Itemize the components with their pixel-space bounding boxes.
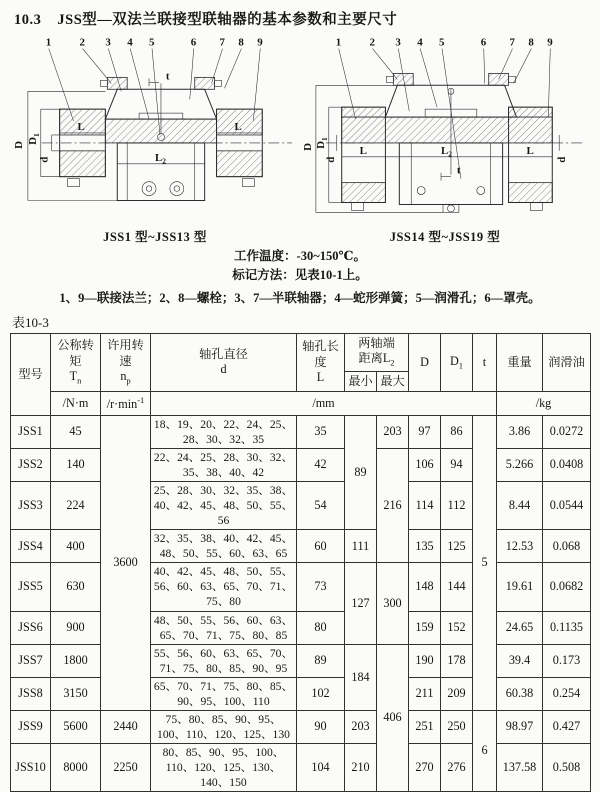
table-row (11, 744, 591, 792)
col-header-speed: 许用转速 $n_p$ (101, 333, 151, 391)
svg-text:d: d (325, 157, 337, 163)
cell-weight: 3.86 (497, 415, 543, 448)
table-row (11, 611, 591, 644)
notes-block (10, 247, 590, 285)
callout-7: 7 (220, 37, 226, 49)
cell-bore-length: 80 (297, 611, 345, 644)
cell-D1: 276 (441, 744, 473, 792)
unit-torque: /N·m (51, 391, 101, 415)
dim-D1 (315, 107, 342, 202)
cell-oil: 0.1135 (543, 611, 591, 644)
table-row (11, 563, 591, 611)
callout-8: 8 (238, 37, 244, 49)
col-header-max: 最大 (377, 371, 409, 391)
sleeve-section (342, 117, 553, 143)
cell-weight: 137.58 (497, 744, 543, 792)
coupling-cross-section-drawing-right (300, 33, 590, 227)
cell-oil: 0.068 (543, 530, 591, 563)
svg-text:d: d (39, 157, 51, 163)
cell-speed: 2440 (101, 710, 151, 743)
cell-torque: 3150 (51, 677, 101, 710)
col-header-bore-length: 轴孔长度 L (297, 333, 345, 391)
cell-D: 148 (409, 563, 441, 611)
cell-weight: 12.53 (497, 530, 543, 563)
cell-D: 190 (409, 644, 441, 677)
cell-torque: 1800 (51, 644, 101, 677)
table-caption: 表10-3 (12, 312, 590, 331)
svg-text:D: D (13, 141, 25, 149)
cell-t: 6 (473, 710, 497, 791)
figure-caption-left: JSS1 型~JSS13 型 (10, 227, 300, 245)
parameters-table (10, 333, 591, 792)
dim-L2 (385, 145, 508, 158)
dim-d (39, 135, 60, 163)
cell-model: JSS4 (11, 530, 51, 563)
col-header-oil: 润滑油 (543, 333, 591, 391)
cell-oil: 0.0408 (543, 448, 591, 481)
table-row (11, 482, 591, 530)
cell-model: JSS3 (11, 482, 51, 530)
section-title-text: JSS型—双法兰联接型联轴器的基本参数和主要尺寸 (57, 12, 397, 28)
cell-bore-diameters: 18、19、20、22、24、25、28、30、32、35 (151, 415, 297, 448)
callout-9: 9 (257, 37, 263, 49)
table-row (11, 530, 591, 563)
svg-text:D1: $D_1$ (315, 137, 329, 149)
callout-5: 5 (149, 37, 155, 49)
cell-torque: 140 (51, 448, 101, 481)
table-row (11, 710, 591, 743)
cell-distance-max: 406 (377, 644, 409, 792)
cell-weight: 98.97 (497, 710, 543, 743)
cell-bore-diameters: 48、50、55、56、60、63、65、70、71、75、80、85 (151, 611, 297, 644)
col-header-model: 型号 (11, 333, 51, 415)
dim-t (149, 70, 170, 86)
figure-caption-right: JSS14 型~JSS19 型 (300, 227, 590, 245)
col-header-torque: 公称转矩 $T_n$ (51, 333, 101, 391)
cell-bore-length: 73 (297, 563, 345, 611)
dim-D (13, 91, 117, 200)
table-row (11, 677, 591, 710)
cell-D1: 125 (441, 530, 473, 563)
svg-text:L: L (78, 121, 85, 133)
svg-text:D: D (302, 143, 314, 151)
cell-oil: 0.254 (543, 677, 591, 710)
svg-text:L: L (526, 145, 533, 157)
table-body (11, 415, 591, 791)
cell-model: JSS8 (11, 677, 51, 710)
unit-mm: /mm (151, 391, 497, 415)
bolt-left (100, 77, 127, 89)
cell-model: JSS10 (11, 744, 51, 792)
col-header-D1: $D_1$ (441, 333, 473, 391)
cell-bore-diameters: 25、28、30、32、35、38、40、42、45、48、50、55、56 (151, 482, 297, 530)
table-header (11, 333, 591, 415)
cell-D1: 152 (441, 611, 473, 644)
cell-D1: 86 (441, 415, 473, 448)
callout-8: 8 (528, 37, 534, 49)
cell-weight: 24.65 (497, 611, 543, 644)
table-row (11, 448, 591, 481)
svg-text:d: d (556, 157, 568, 163)
cell-D1: 94 (441, 448, 473, 481)
cell-bore-length: 54 (297, 482, 345, 530)
cell-model: JSS6 (11, 611, 51, 644)
cell-oil: 0.0682 (543, 563, 591, 611)
table-row (11, 415, 591, 448)
cell-distance-max: 300 (377, 563, 409, 644)
callout-3: 3 (105, 37, 111, 49)
parts-legend: 1、9—联接法兰；2、8—螺栓；3、7—半联轴器；4—蛇形弹簧；5—润滑孔；6—罩壳。 (10, 288, 590, 306)
svg-text:D1: $D_1$ (27, 133, 41, 145)
dim-L-left (342, 145, 386, 157)
callout-2: 2 (80, 37, 85, 49)
unit-kg: /kg (497, 391, 591, 415)
cell-torque: 900 (51, 611, 101, 644)
dim-L-right (509, 145, 553, 157)
bolt-right (195, 77, 222, 89)
col-header-shaft-end-distance: 两轴端 距离$L_2$ (345, 333, 409, 371)
cell-distance-min: 111 (345, 530, 377, 563)
cell-D1: 144 (441, 563, 473, 611)
figure-jss1-13 (10, 33, 300, 245)
cell-torque: 8000 (51, 744, 101, 792)
cell-D1: 250 (441, 710, 473, 743)
cell-distance-max: 203 (377, 415, 409, 448)
cell-bore-diameters: 75、80、85、90、95、100、110、120、125、130 (151, 710, 297, 743)
cell-distance-min: 127 (345, 563, 377, 644)
col-header-t: t (473, 333, 497, 391)
cell-bore-diameters: 55、56、60、63、65、70、71、75、80、85、90、95 (151, 644, 297, 677)
cell-D1: 209 (441, 677, 473, 710)
callout-2: 2 (370, 37, 375, 49)
cell-oil: 0.173 (543, 644, 591, 677)
cell-weight: 8.44 (497, 482, 543, 530)
cell-t: 5 (473, 415, 497, 710)
svg-text:L2: $L_2$ (441, 145, 452, 158)
cell-oil: 0.508 (543, 744, 591, 792)
cell-model: JSS9 (11, 710, 51, 743)
cell-D: 106 (409, 448, 441, 481)
cell-distance-min: 89 (345, 415, 377, 529)
cell-D: 251 (409, 710, 441, 743)
svg-text:t: t (457, 165, 461, 177)
cell-oil: 0.0272 (543, 415, 591, 448)
cell-weight: 5.266 (497, 448, 543, 481)
cell-D: 159 (409, 611, 441, 644)
table-row (11, 644, 591, 677)
cell-distance-min: 210 (345, 744, 377, 792)
cell-bore-diameters: 65、70、71、75、80、85、90、95、100、110 (151, 677, 297, 710)
cell-bore-length: 42 (297, 448, 345, 481)
cell-distance-min: 203 (345, 710, 377, 743)
note-working-temperature: 工作温度：-30~150℃。 (10, 247, 590, 266)
unit-speed: $/r\cdot\min^{-1}$ (101, 391, 151, 415)
cell-D1: 112 (441, 482, 473, 530)
section-number: 10.3 (14, 12, 41, 28)
callout-7: 7 (510, 37, 516, 49)
cell-model: JSS2 (11, 448, 51, 481)
cell-torque: 630 (51, 563, 101, 611)
cell-torque: 400 (51, 530, 101, 563)
cell-bore-length: 35 (297, 415, 345, 448)
cell-torque: 45 (51, 415, 101, 448)
callout-1: 1 (336, 37, 341, 49)
col-header-weight: 重量 (497, 333, 543, 391)
callout-9: 9 (547, 37, 553, 49)
svg-text:L: L (234, 121, 241, 133)
cell-model: JSS7 (11, 644, 51, 677)
svg-text:t: t (166, 70, 170, 82)
cell-bore-diameters: 32、35、38、40、42、45、48、50、55、60、63、65 (151, 530, 297, 563)
callout-6: 6 (481, 37, 487, 49)
cell-speed: 2250 (101, 744, 151, 792)
cell-oil: 0.0544 (543, 482, 591, 530)
cell-speed: 3600 (101, 415, 151, 710)
cell-model: JSS1 (11, 415, 51, 448)
cell-weight: 39.4 (497, 644, 543, 677)
cell-D: 270 (409, 744, 441, 792)
cell-oil: 0.427 (543, 710, 591, 743)
cell-weight: 19.61 (497, 563, 543, 611)
col-header-bore-diameter: 轴孔直径 d (151, 333, 297, 391)
figure-jss14-19 (300, 33, 590, 245)
callout-6: 6 (191, 37, 197, 49)
cell-torque: 5600 (51, 710, 101, 743)
cell-distance-min: 184 (345, 644, 377, 710)
cell-torque: 224 (51, 482, 101, 530)
cell-bore-length: 60 (297, 530, 345, 563)
cell-bore-diameters: 40、42、45、48、50、55、56、60、63、65、70、71、75、80 (151, 563, 297, 611)
dim-d-right (556, 135, 568, 163)
cell-D: 135 (409, 530, 441, 563)
col-header-min: 最小 (345, 371, 377, 391)
cell-bore-diameters: 22、24、25、28、30、32、35、38、40、42 (151, 448, 297, 481)
cell-bore-length: 89 (297, 644, 345, 677)
callout-1: 1 (46, 37, 51, 49)
cell-bore-length: 102 (297, 677, 345, 710)
svg-text:L: L (360, 145, 367, 157)
bolt-right (489, 73, 516, 85)
cell-D: 114 (409, 482, 441, 530)
section-title (10, 8, 590, 29)
cell-D: 211 (409, 677, 441, 710)
cell-model: JSS5 (11, 563, 51, 611)
cell-D: 97 (409, 415, 441, 448)
cell-bore-length: 90 (297, 710, 345, 743)
figures-row (10, 33, 590, 245)
coupling-cross-section-drawing-left (10, 33, 300, 227)
cell-weight: 60.38 (497, 677, 543, 710)
cell-D1: 178 (441, 644, 473, 677)
dim-L2 (117, 152, 204, 165)
cell-bore-length: 104 (297, 744, 345, 792)
col-header-D: D (409, 333, 441, 391)
cell-bore-diameters: 80、85、90、95、100、110、120、125、130、140、150 (151, 744, 297, 792)
svg-text:L2: $L_2$ (155, 152, 166, 165)
cell-distance-max: 216 (377, 448, 409, 562)
bolt-left (386, 73, 413, 85)
note-marking-method: 标记方法：见表10-1上。 (10, 266, 590, 285)
callout-5: 5 (439, 37, 445, 49)
callout-4: 4 (127, 37, 133, 49)
callout-4: 4 (417, 37, 423, 49)
callout-3: 3 (395, 37, 401, 49)
